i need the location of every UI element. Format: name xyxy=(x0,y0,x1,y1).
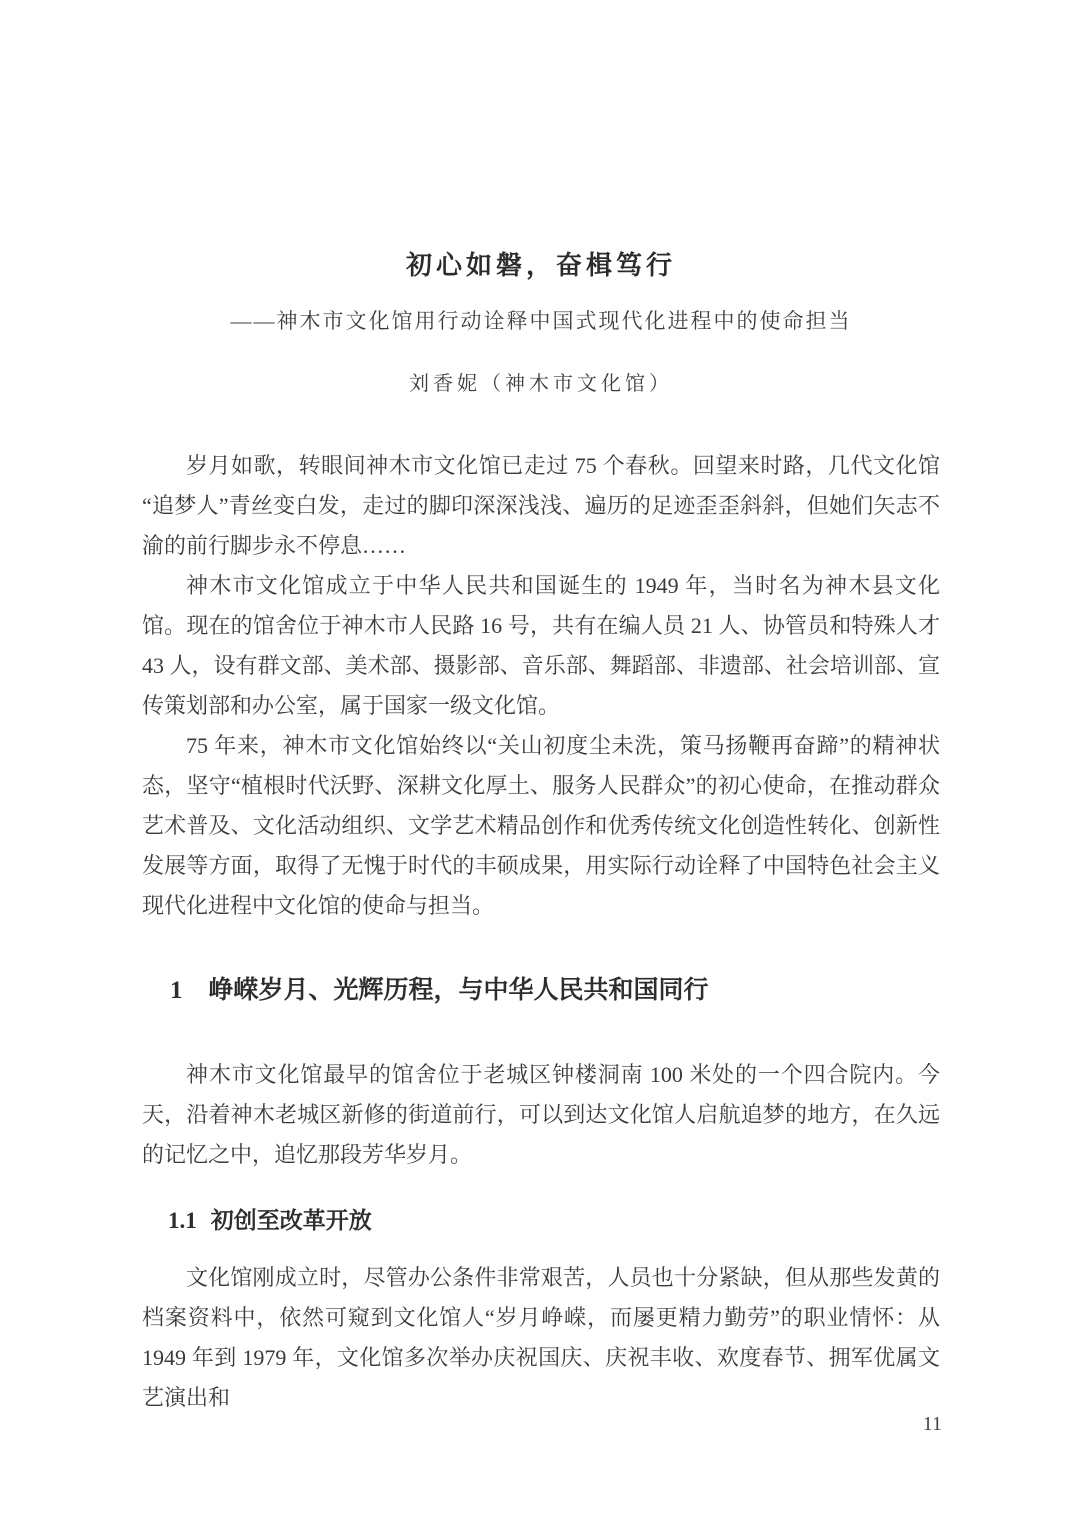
section-1-1-number: 1.1 xyxy=(168,1208,197,1233)
section-1-1-heading xyxy=(142,1205,940,1236)
article-author-line: 刘香妮（神木市文化馆） xyxy=(409,373,673,395)
section-1-1-title: 初创至改革开放 xyxy=(210,1207,372,1233)
intro-paragraph-2: 神木市文化馆成立于中华人民共和国诞生的 1949 年，当时名为神木县文化馆。现在的馆舍位于神木市人民路 16 号，共有在编人员 21 人、协管员和特殊人才 43 人，设有群文部、美术部、摄影部、音乐部、舞蹈部、非遗部、社会培训部、宣传策划部和办公室，属于国家一级文化馆。 xyxy=(142,573,940,718)
section-1-paragraph: 神木市文化馆最早的馆舍位于老城区钟楼洞南 100 米处的一个四合院内。今天，沿着神木老城区新修的街道前行，可以到达文化馆人启航追梦的地方，在久远的记忆之中，追忆那段芳华岁月。 xyxy=(142,1062,940,1167)
intro-paragraph-1: 岁月如歌，转眼间神木市文化馆已走过 75 个春秋。回望来时路，几代文化馆“追梦人”青丝变白发，走过的脚印深深浅浅、遍历的足迹歪歪斜斜，但她们矢志不渝的前行脚步永不停息…… xyxy=(142,453,940,558)
article-title: 初心如磐，奋楫笃行 xyxy=(405,251,676,280)
article-subtitle: ——神木市文化馆用行动诠释中国式现代化进程中的使命担当 xyxy=(230,309,852,333)
article-content xyxy=(142,0,940,1418)
page-number: 11 xyxy=(922,1413,942,1435)
intro-paragraph-3: 75 年来，神木市文化馆始终以“关山初度尘未洗，策马扬鞭再奋蹄”的精神状态，坚守“植根时代沃野、深耕文化厚土、服务人民群众”的初心使命，在推动群众艺术普及、文化活动组织、文学艺术精品创作和优秀传统文化创造性转化、创新性发展等方面，取得了无愧于时代的丰硕成果，用实际行动诠释了中国特色社会主义现代化进程中文化馆的使命与担当。 xyxy=(142,733,940,918)
section-1-1-paragraph: 文化馆刚成立时，尽管办公条件非常艰苦，人员也十分紧缺，但从那些发黄的档案资料中，依然可窥到文化馆人“岁月峥嵘，而屡更精力勤劳”的职业情怀：从 1949 年到 1979 年，文化馆多次举办庆祝国庆、庆祝丰收、欢度春节、拥军优属文艺演出和 xyxy=(142,1265,940,1410)
section-1-title: 峥嵘岁月、光辉历程，与中华人民共和国同行 xyxy=(208,976,709,1004)
section-1-heading xyxy=(142,974,940,1007)
section-1-number: 1 xyxy=(170,977,183,1004)
